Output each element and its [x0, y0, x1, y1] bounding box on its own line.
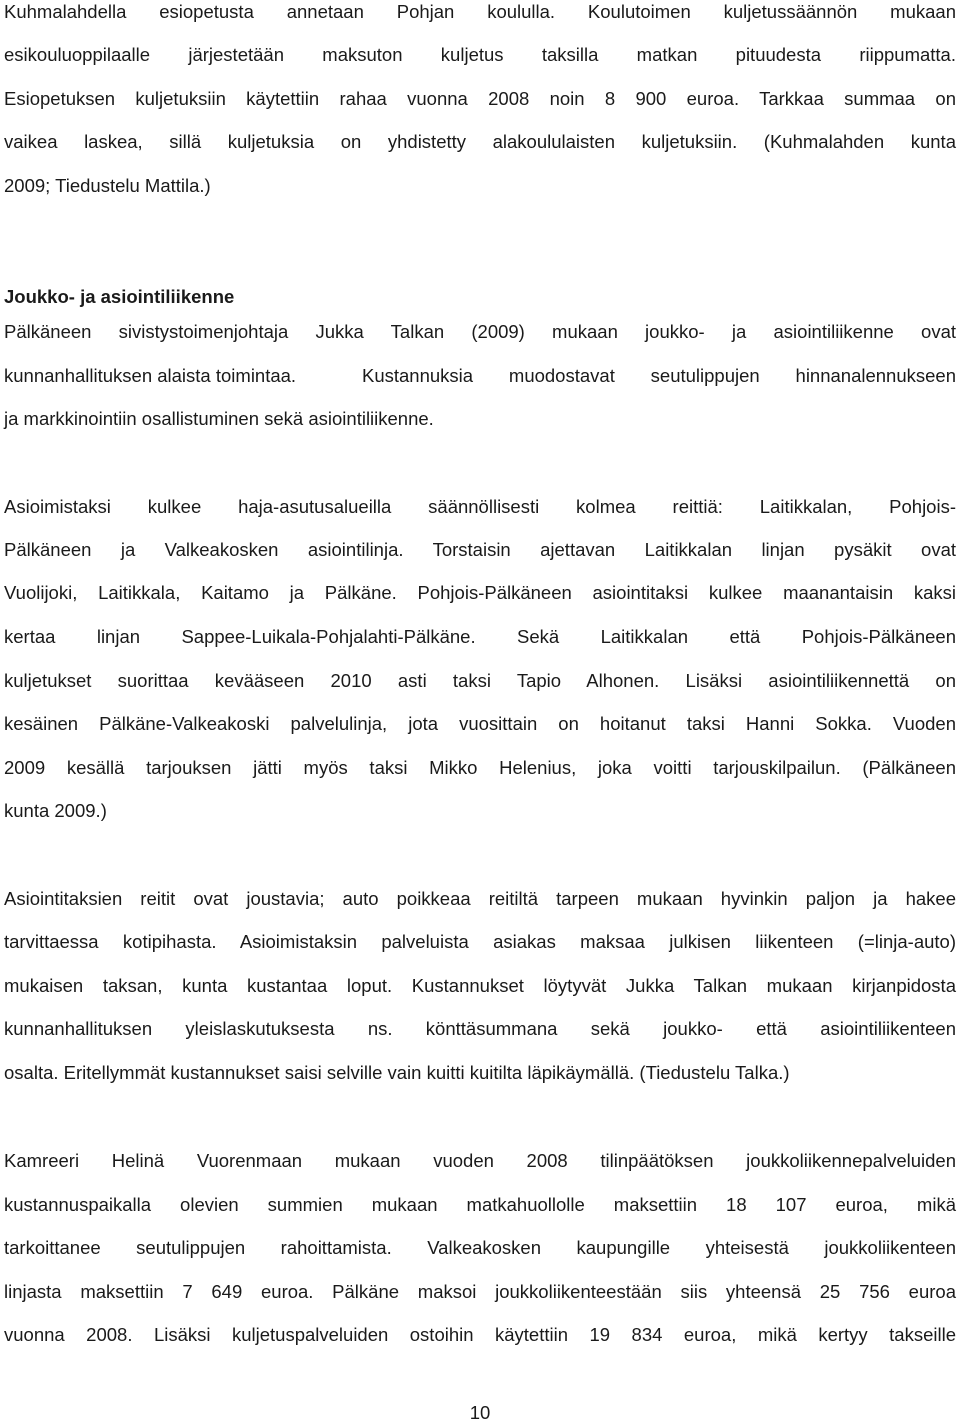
text-line: kuljetukset suorittaa kevääseen 2010 asti taksi Tapio Alhonen. Lisäksi asiointiliikennettä on	[4, 670, 956, 691]
text-line: kunnanhallituksen alaista toimintaa.	[4, 365, 297, 386]
text-line: 2009 kesällä tarjouksen jätti myös taksi Mikko Helenius, joka voitti tarjouskilpailun. (Pälkäneen	[4, 757, 956, 778]
text-line: kustannuspaikalla olevien summien mukaan matkahuollolle maksettiin 18 107 euroa, mikä	[4, 1194, 956, 1215]
text-line: 2009; Tiedustelu Mattila.)	[4, 175, 211, 196]
text-line: mukaisen taksan, kunta kustantaa loput. Kustannukset löytyvät Jukka Talkan mukaan kirjanpidosta	[4, 975, 956, 996]
page-number: 10	[469, 1402, 491, 1423]
text-line: kunnanhallituksen yleislaskutuksesta ns. könttäsummana sekä joukko- että asiointiliikenteen	[4, 1018, 956, 1039]
text-line: vuonna 2008. Lisäksi kuljetuspalveluiden ostoihin käytettiin 19 834 euroa, mikä kertyy takseille	[4, 1324, 956, 1345]
text-line: Kustannuksia muodostavat seutulippujen hinnanalennukseen	[362, 365, 956, 386]
text-line: Asiointitaksien reitit ovat joustavia; auto poikkeaa reitiltä tarpeen mukaan hyvinkin paljon ja hakee	[4, 888, 956, 909]
text-line: Pälkäneen ja Valkeakosken asiointilinja. Torstaisin ajettavan Laitikkalan linjan pysäkit ovat	[4, 539, 956, 560]
text-line: esikouluoppilaalle järjestetään maksuton kuljetus taksilla matkan pituudesta riippumatta.	[4, 44, 956, 65]
text-line: ja markkinointiin osallistuminen sekä asiointiliikenne.	[4, 408, 434, 429]
text-line: kunta 2009.)	[4, 800, 107, 821]
text-line: tarkoittanee seutulippujen rahoittamista. Valkeakosken kaupungille yhteisestä joukkoliikenteen	[4, 1237, 956, 1258]
text-line: kertaa linjan Sappee-Luikala-Pohjalahti-Pälkäne. Sekä Laitikkalan että Pohjois-Pälkäneen	[4, 626, 956, 647]
text-line: osalta. Eritellymmät kustannukset saisi selville vain kuitti kuitilta läpikäymällä. (Tiedustelu Talka.)	[4, 1062, 790, 1083]
text-line: Kuhmalahdella esiopetusta annetaan Pohjan koululla. Koulutoimen kuljetussäännön mukaan	[4, 1, 956, 22]
text-line: Vuolijoki, Laitikkala, Kaitamo ja Pälkäne. Pohjois-Pälkäneen asiointitaksi kulkee maanantaisin kaksi	[4, 582, 956, 603]
text-line: kesäinen Pälkäne-Valkeakoski palvelulinja, jota vuosittain on hoitanut taksi Hanni Sokka. Vuoden	[4, 713, 956, 734]
text-line: tarvittaessa kotipihasta. Asioimistaksin palveluista asiakas maksaa julkisen liikenteen (=linja-auto)	[4, 931, 956, 952]
text-line: linjasta maksettiin 7 649 euroa. Pälkäne maksoi joukkoliikenteestään siis yhteensä 25 756 euroa	[4, 1281, 956, 1302]
text-line: Pälkäneen sivistystoimenjohtaja Jukka Talkan (2009) mukaan joukko- ja asiointiliikenne ovat	[4, 321, 956, 342]
text-line: Asioimistaksi kulkee haja-asutusalueilla säännöllisesti kolmea reittiä: Laitikkalan, Pohjois-	[4, 496, 956, 517]
section-heading: Joukko- ja asiointiliikenne	[4, 286, 235, 307]
text-line: Kamreeri Helinä Vuorenmaan mukaan vuoden 2008 tilinpäätöksen joukkoliikennepalveluiden	[4, 1150, 956, 1171]
text-line: Esiopetuksen kuljetuksiin käytettiin rahaa vuonna 2008 noin 8 900 euroa. Tarkkaa summaa on	[4, 88, 956, 109]
text-line: vaikea laskea, sillä kuljetuksia on yhdistetty alakoululaisten kuljetuksiin. (Kuhmalahden kunta	[4, 131, 956, 152]
